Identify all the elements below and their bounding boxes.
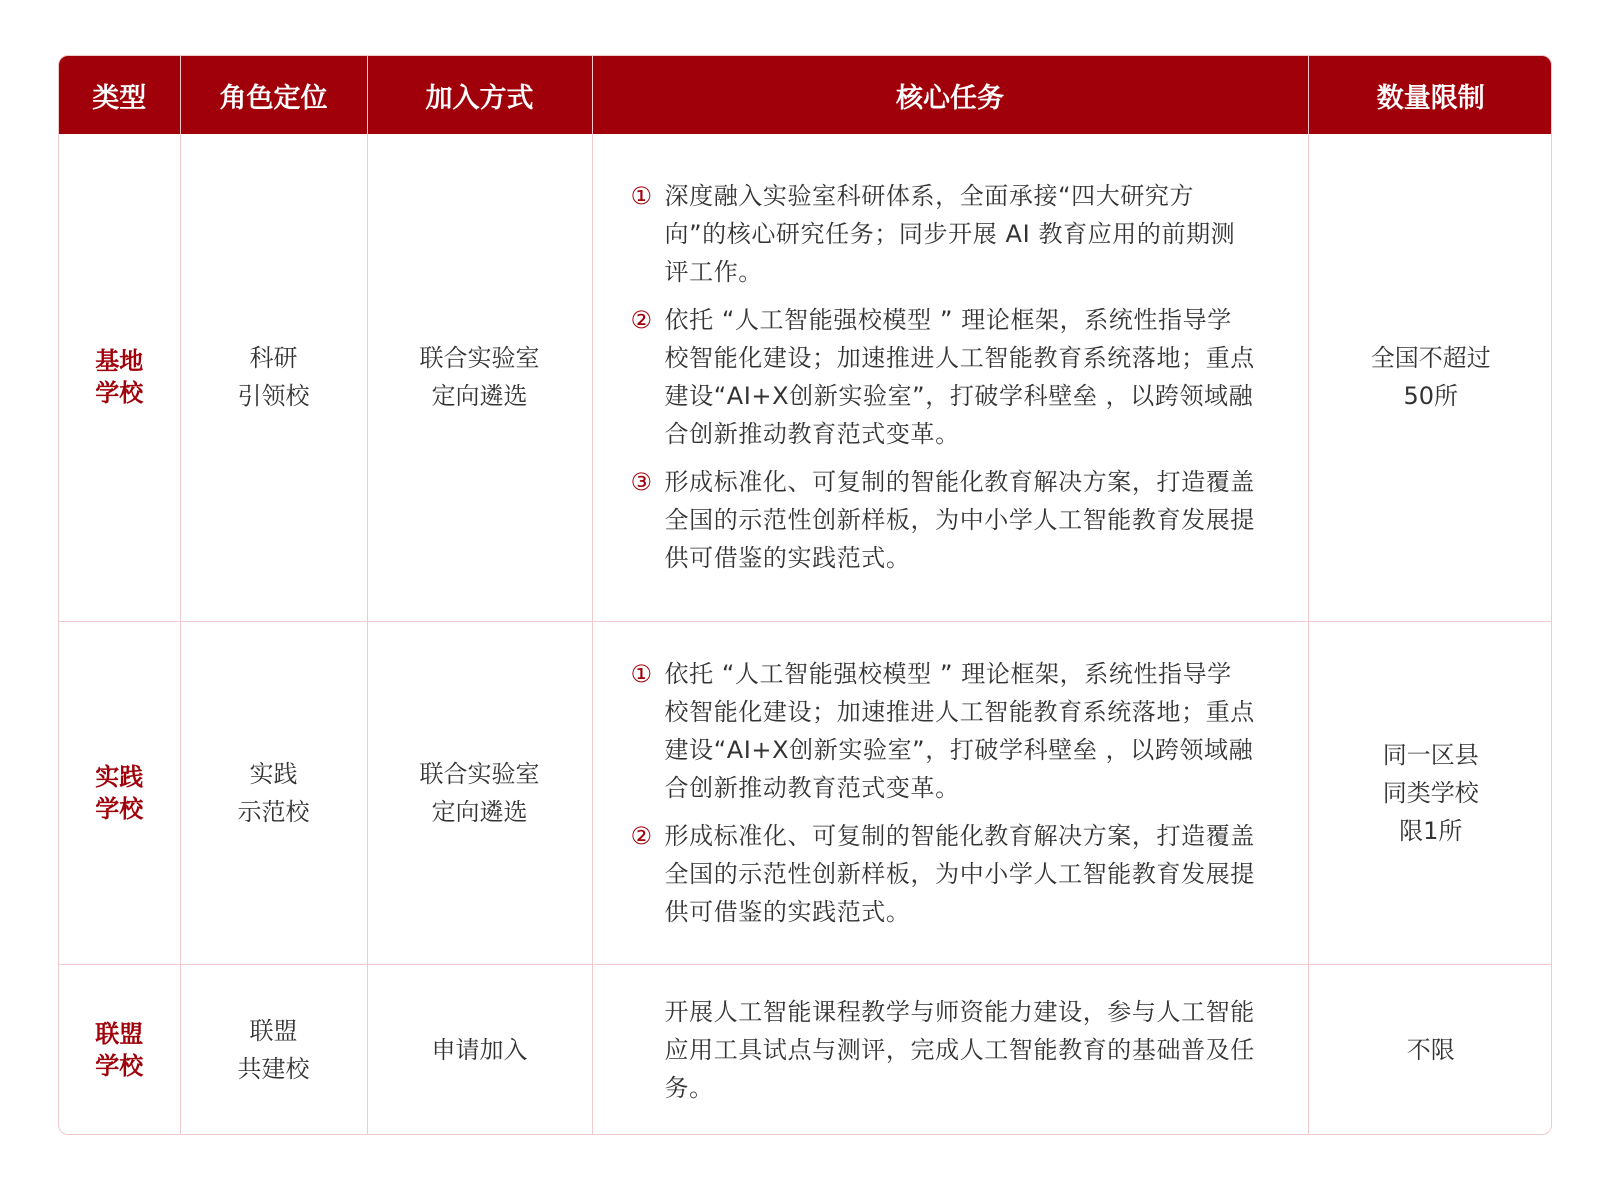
limit-line: 限1所: [1399, 816, 1463, 845]
task-number: ③: [630, 468, 653, 497]
type-line: 基地: [95, 347, 144, 376]
task-number: ①: [630, 659, 653, 688]
school-types-table: [58, 55, 1552, 1135]
task-text: 依托 “人工智能强校模型 ” 理论框架，系统性指导学校智能化建设；加速推进人工智能教育系统落地；重点建设“AI+X创新实验室”，打破学科壁垒 ，以跨领域融合创新推动教育范式变革。: [664, 306, 1255, 449]
table-row: [59, 134, 1552, 621]
type-cell: [59, 134, 180, 621]
limit-cell: [1308, 134, 1552, 621]
join-line: 联合实验室: [419, 344, 540, 373]
task-item: [631, 463, 1256, 577]
table-row: [59, 621, 1552, 964]
type-cell: [59, 964, 180, 1135]
task-text: 深度融入实验室科研体系，全面承接“四大研究方向”的核心研究任务；同步开展 AI 教育应用的前期测评工作。: [664, 182, 1236, 287]
join-cell: [367, 964, 592, 1135]
task-text: 依托 “人工智能强校模型 ” 理论框架，系统性指导学校智能化建设；加速推进人工智能教育系统落地；重点建设“AI+X创新实验室”，打破学科壁垒 ，以跨领域融合创新推动教育范式变革。: [664, 659, 1255, 802]
limit-cell: [1308, 964, 1552, 1135]
task-number: ②: [630, 306, 653, 335]
table-header-row: [59, 56, 1552, 134]
role-line: 引领校: [237, 382, 310, 411]
type-line: 学校: [95, 379, 144, 408]
role-line: 联盟: [249, 1017, 298, 1046]
role-line: 共建校: [237, 1055, 310, 1084]
task-item: [631, 655, 1256, 807]
limit-line: 全国不超过: [1370, 344, 1491, 373]
type-line: 学校: [95, 794, 144, 823]
task-text: 形成标准化、可复制的智能化教育解决方案，打造覆盖全国的示范性创新样板，为中小学人工智能教育发展提供可借鉴的实践范式。: [664, 468, 1255, 573]
join-line: 申请加入: [431, 1036, 528, 1065]
table: [59, 56, 1552, 1135]
type-cell: [59, 621, 180, 964]
tasks-cell: [592, 134, 1308, 621]
header-core-tasks: 核心任务: [592, 56, 1308, 134]
task-item: [631, 817, 1256, 931]
task-text: 形成标准化、可复制的智能化教育解决方案，打造覆盖全国的示范性创新样板，为中小学人工智能教育发展提供可借鉴的实践范式。: [664, 821, 1255, 926]
task-number: ②: [630, 821, 653, 850]
role-cell: [180, 964, 367, 1135]
limit-line: 50所: [1403, 382, 1459, 411]
task-item: [631, 177, 1256, 291]
limit-line: 不限: [1406, 1036, 1455, 1065]
type-line: 实践: [95, 762, 144, 791]
role-cell: [180, 621, 367, 964]
role-line: 示范校: [237, 797, 310, 826]
role-line: 科研: [249, 344, 298, 373]
join-line: 联合实验室: [419, 759, 540, 788]
header-quantity-limit: 数量限制: [1376, 82, 1485, 114]
role-cell: [180, 134, 367, 621]
task-item: [631, 301, 1256, 453]
type-line: 联盟: [95, 1020, 144, 1049]
task-number: ①: [630, 182, 653, 211]
limit-line: 同类学校: [1382, 778, 1479, 807]
join-cell: [367, 134, 592, 621]
join-line: 定向遴选: [431, 797, 528, 826]
tasks-cell: [592, 964, 1308, 1135]
join-cell: [367, 621, 592, 964]
limit-cell: [1308, 621, 1552, 964]
header-type: 类型: [59, 56, 180, 134]
table-row: [59, 964, 1552, 1135]
limit-line: 同一区县: [1382, 740, 1479, 769]
tasks-cell: [592, 621, 1308, 964]
task-text: 开展人工智能课程教学与师资能力建设，参与人工智能应用工具试点与测评，完成人工智能教育的基础普及任务。: [664, 998, 1255, 1103]
header-join-method: 加入方式: [367, 56, 592, 134]
join-line: 定向遴选: [431, 382, 528, 411]
role-line: 实践: [249, 759, 298, 788]
header-role: 角色定位: [180, 56, 367, 134]
type-line: 学校: [95, 1052, 144, 1081]
